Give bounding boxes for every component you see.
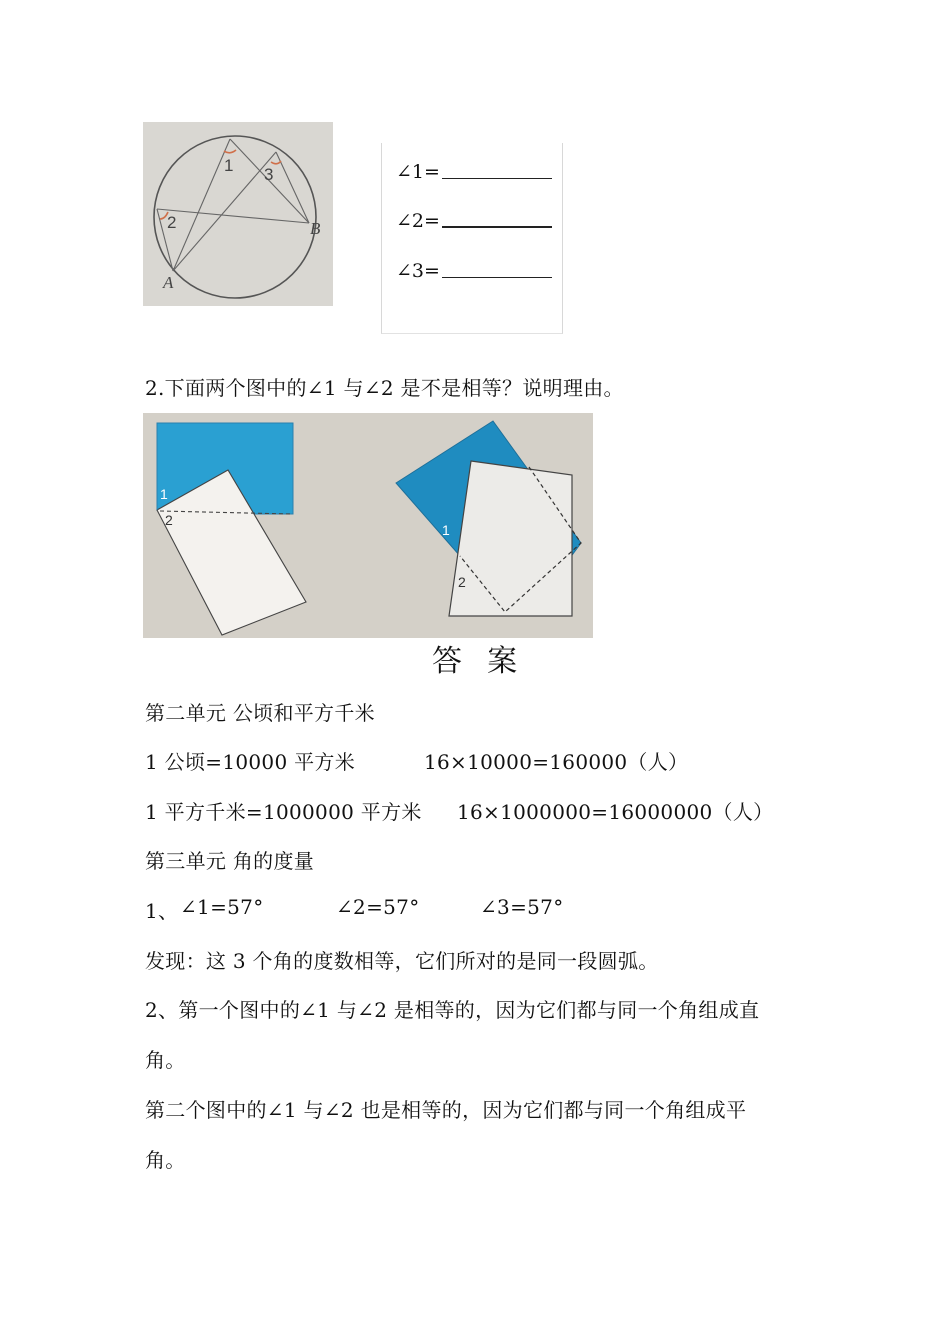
unit3-answer2-line4: 角。 [145,1148,186,1172]
unit2-line2-b: 16×1000000=16000000（人） [457,800,774,824]
unit3-answer2-line1: 2、第一个图中的∠1 与∠2 是相等的，因为它们都与同一个角组成直 [145,998,760,1022]
unit2-heading: 第二单元 公顷和平方千米 [145,701,375,725]
angle-answer-box [381,143,563,334]
circle-diagram [143,122,333,306]
circle-label-B: B [310,219,321,238]
unit3-answer1-angle1: ∠1=57° [180,895,264,919]
angle3-answer-row [396,260,552,282]
unit3-answer2-line2: 角。 [145,1048,186,1072]
angle2-answer-row [396,210,552,232]
unit3-answer1-angle2: ∠2=57° [336,895,420,919]
circle-angle-figure [143,122,333,306]
angle2-label: ∠2= [396,210,440,232]
angle1-blank[interactable] [442,178,552,179]
folds-diagram [143,413,593,638]
folded-rectangles-figure [143,413,593,638]
angle1-label: ∠1= [396,161,440,183]
circle-label-3: 3 [264,165,274,184]
unit2-line1-a: 1 公顷=10000 平方米 [145,750,356,774]
right-fig-label-1: 1 [442,522,450,538]
left-fig-label-1: 1 [160,486,168,502]
unit3-answer1-angle3: ∠3=57° [480,895,564,919]
left-fig-label-2: 2 [165,512,173,528]
angle2-blank[interactable] [442,226,552,228]
question-2-text: 2.下面两个图中的∠1 与∠2 是不是相等？说明理由。 [145,376,624,400]
unit3-discovery: 发现：这 3 个角的度数相等，它们所对的是同一段圆弧。 [145,949,659,973]
circle-label-A: A [163,273,174,292]
circle-label-2: 2 [167,213,177,232]
unit2-line1-b: 16×10000=160000（人） [424,750,689,774]
angle3-blank[interactable] [442,277,552,278]
unit2-line2-a: 1 平方千米=1000000 平方米 [145,800,422,824]
answers-title: 答 案 [432,644,520,679]
unit3-answer1-prefix: 1、 [145,899,179,923]
unit3-answer2-line3: 第二个图中的∠1 与∠2 也是相等的，因为它们都与同一个角组成平 [145,1098,747,1122]
unit3-heading: 第三单元 角的度量 [145,849,315,873]
right-fig-label-2: 2 [458,574,466,590]
angle3-label: ∠3= [396,260,440,282]
circle-label-1: 1 [224,156,234,175]
angle1-answer-row [396,161,552,183]
